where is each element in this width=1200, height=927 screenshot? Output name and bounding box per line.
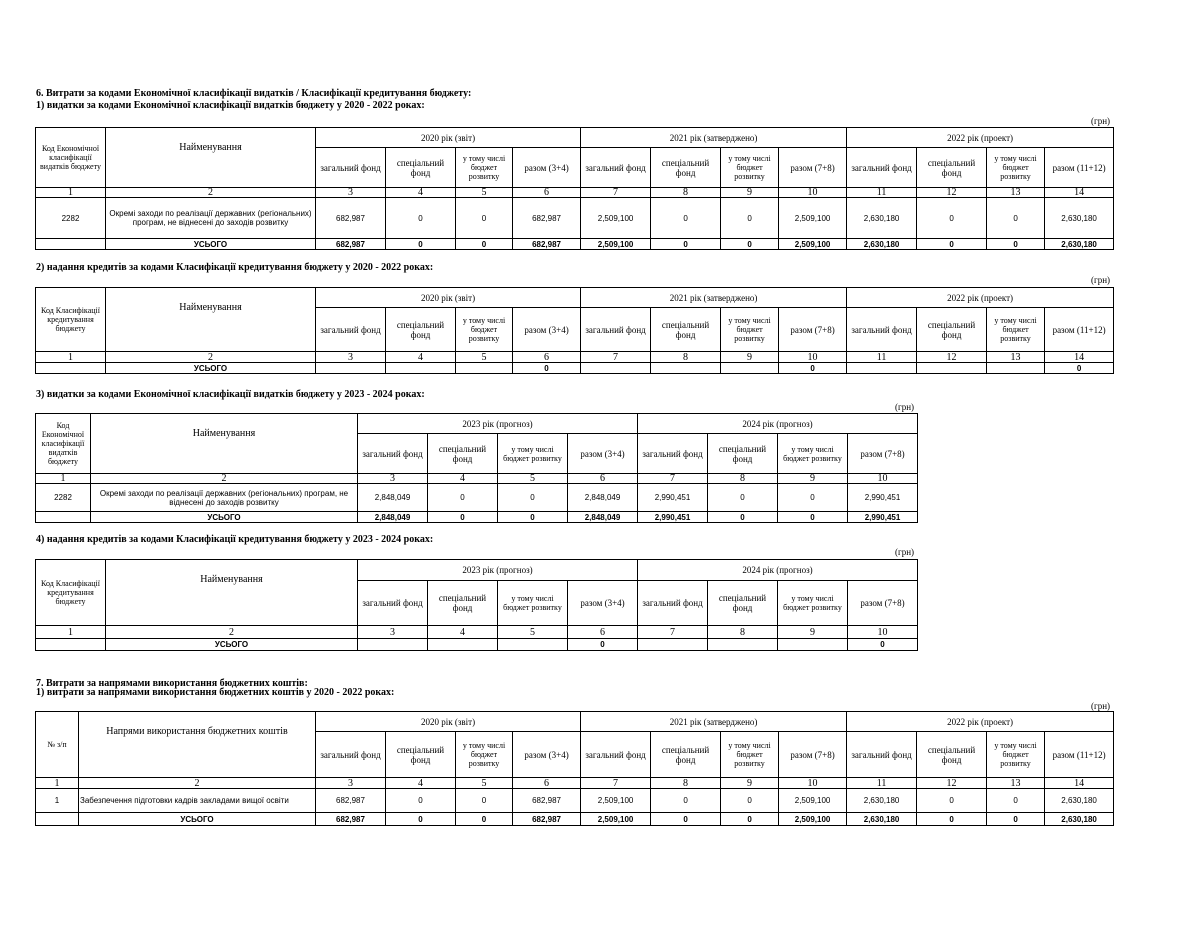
section-6-title: 6. Витрати за кодами Економічної класифікації видатків / Класифікації кредитування бюджету: <box>36 88 472 99</box>
value-cell: 682,987 <box>316 198 386 239</box>
total-value: 2,848,049 <box>358 512 428 523</box>
column-number-row <box>36 188 1114 198</box>
column-number: 6 <box>513 352 581 363</box>
value-cell: 0 <box>917 198 987 239</box>
column-number: 7 <box>638 474 708 484</box>
column-number: 14 <box>1045 778 1114 789</box>
table-title: 2) надання кредитів за кодами Класифікації кредитування бюджету у 2020 - 2022 роках: <box>36 262 434 273</box>
year-group-header: 2022 рік (проект) <box>847 288 1114 308</box>
column-number: 5 <box>456 188 513 198</box>
total-value: 682,987 <box>316 239 386 250</box>
code-cell: 1 <box>36 789 79 813</box>
column-number: 13 <box>987 778 1045 789</box>
value-cell: 2,848,049 <box>568 484 638 512</box>
total-value: 682,987 <box>513 813 581 826</box>
column-number: 7 <box>581 352 651 363</box>
column-header: разом (3+4) <box>513 148 581 188</box>
currency-unit: (грн) <box>895 402 915 412</box>
column-number: 2 <box>106 352 316 363</box>
value-cell: 2,990,451 <box>638 484 708 512</box>
column-header: разом (11+12) <box>1045 732 1114 778</box>
column-header: у тому числі бюджет розвитку <box>456 148 513 188</box>
table-row <box>36 789 1114 813</box>
total-row <box>36 813 1114 826</box>
column-header: загальний фонд <box>581 732 651 778</box>
column-number: 5 <box>456 352 513 363</box>
total-value: 2,509,100 <box>779 239 847 250</box>
column-header: загальний фонд <box>316 308 386 352</box>
total-value <box>358 639 428 651</box>
budget-table <box>35 127 1114 250</box>
column-header: разом (7+8) <box>779 308 847 352</box>
budget-table <box>35 559 918 651</box>
value-cell: 0 <box>651 789 721 813</box>
value-cell: 2,990,451 <box>848 484 918 512</box>
column-header: спеціальний фонд <box>917 148 987 188</box>
table-title: 3) видатки за кодами Економічної класифікації видатків бюджету у 2023 - 2024 роках: <box>36 389 425 400</box>
currency-unit: (грн) <box>1091 701 1111 711</box>
year-group-header: 2020 рік (звіт) <box>316 712 581 732</box>
total-value: 682,987 <box>316 813 386 826</box>
column-number: 11 <box>847 188 917 198</box>
code-header: Код Економічної класифікації видатків бюджету <box>36 414 91 474</box>
column-number: 9 <box>721 352 779 363</box>
code-cell: 2282 <box>36 484 91 512</box>
value-cell: 2,848,049 <box>358 484 428 512</box>
column-header: у тому числі бюджет розвитку <box>987 148 1045 188</box>
name-cell: Забезпечення підготовки кадрів закладами вищої освіти <box>79 789 316 813</box>
column-number: 2 <box>79 778 316 789</box>
column-number: 5 <box>498 626 568 639</box>
name-header: Найменування <box>91 414 358 474</box>
column-number: 5 <box>498 474 568 484</box>
value-cell: 2,630,180 <box>847 198 917 239</box>
value-cell: 2,630,180 <box>1045 198 1114 239</box>
currency-unit: (грн) <box>1091 275 1111 285</box>
total-value: 0 <box>651 239 721 250</box>
total-value: 0 <box>513 363 581 374</box>
total-value: 0 <box>779 363 847 374</box>
total-label: УСЬОГО <box>106 363 316 374</box>
value-cell: 0 <box>456 198 513 239</box>
column-header: у тому числі бюджет розвитку <box>721 732 779 778</box>
value-cell: 2,630,180 <box>1045 789 1114 813</box>
currency-unit: (грн) <box>895 547 915 557</box>
total-label: УСЬОГО <box>106 639 358 651</box>
value-cell: 0 <box>778 484 848 512</box>
total-value: 0 <box>386 813 456 826</box>
total-label: УСЬОГО <box>79 813 316 826</box>
column-number-row <box>36 778 1114 789</box>
code-header: Код Економічної класифікації видатків бюджету <box>36 128 106 188</box>
column-header: спеціальний фонд <box>651 732 721 778</box>
column-header: загальний фонд <box>316 148 386 188</box>
code-header: № з/п <box>36 712 79 778</box>
column-number: 2 <box>106 188 316 198</box>
total-value: 0 <box>987 813 1045 826</box>
year-group-header: 2023 рік (прогноз) <box>358 560 638 581</box>
column-number: 7 <box>638 626 708 639</box>
year-group-header: 2023 рік (прогноз) <box>358 414 638 434</box>
total-value <box>36 512 91 523</box>
column-header: у тому числі бюджет розвитку <box>721 148 779 188</box>
value-cell: 0 <box>386 789 456 813</box>
column-header: разом (7+8) <box>779 148 847 188</box>
column-header: у тому числі бюджет розвитку <box>456 308 513 352</box>
column-header: загальний фонд <box>638 434 708 474</box>
column-number: 3 <box>316 778 386 789</box>
name-header: Напрями використання бюджетних коштів <box>79 712 316 778</box>
header-row <box>36 128 1114 148</box>
total-value: 0 <box>386 239 456 250</box>
column-header: разом (7+8) <box>779 732 847 778</box>
column-header: у тому числі бюджет розвитку <box>987 732 1045 778</box>
column-number: 8 <box>708 626 778 639</box>
total-value: 0 <box>848 639 918 651</box>
total-value: 2,630,180 <box>847 813 917 826</box>
total-value: 0 <box>456 813 513 826</box>
column-header: у тому числі бюджет розвитку <box>987 308 1045 352</box>
column-number: 1 <box>36 474 91 484</box>
total-value <box>638 639 708 651</box>
column-number: 14 <box>1045 188 1114 198</box>
value-cell: 0 <box>498 484 568 512</box>
column-number: 6 <box>513 188 581 198</box>
code-cell: 2282 <box>36 198 106 239</box>
column-number: 4 <box>386 352 456 363</box>
year-group-header: 2022 рік (проект) <box>847 712 1114 732</box>
header-row <box>36 712 1114 732</box>
total-value: 2,630,180 <box>1045 813 1114 826</box>
header-row <box>36 288 1114 308</box>
total-value <box>708 639 778 651</box>
total-value <box>316 363 386 374</box>
column-number: 2 <box>106 626 358 639</box>
budget-table <box>35 413 918 523</box>
column-header: загальний фонд <box>847 308 917 352</box>
column-number: 1 <box>36 352 106 363</box>
column-number: 12 <box>917 778 987 789</box>
column-header: у тому числі бюджет розвитку <box>456 732 513 778</box>
value-cell: 682,987 <box>513 789 581 813</box>
year-group-header: 2021 рік (затверджено) <box>581 128 847 148</box>
column-header: спеціальний фонд <box>917 732 987 778</box>
header-row <box>36 414 918 434</box>
column-header: загальний фонд <box>358 434 428 474</box>
total-value <box>778 639 848 651</box>
table-title: 1) витрати за напрямами використання бюджетних коштів у 2020 - 2022 роках: <box>36 687 395 698</box>
column-header: загальний фонд <box>847 732 917 778</box>
name-header: Найменування <box>106 560 358 626</box>
total-value <box>498 639 568 651</box>
column-header: спеціальний фонд <box>386 148 456 188</box>
column-number: 9 <box>721 778 779 789</box>
total-value <box>721 363 779 374</box>
column-number: 5 <box>456 778 513 789</box>
column-number: 7 <box>581 188 651 198</box>
column-number: 10 <box>848 626 918 639</box>
table-title: 1) видатки за кодами Економічної класифікації видатків бюджету у 2020 - 2022 роках: <box>36 100 425 111</box>
year-group-header: 2024 рік (прогноз) <box>638 414 918 434</box>
value-cell: 2,509,100 <box>581 789 651 813</box>
total-row <box>36 363 1114 374</box>
column-header: спеціальний фонд <box>917 308 987 352</box>
year-group-header: 2020 рік (звіт) <box>316 128 581 148</box>
total-value <box>36 639 106 651</box>
column-header: разом (3+4) <box>513 732 581 778</box>
total-row <box>36 512 918 523</box>
column-header: у тому числі бюджет розвитку <box>778 434 848 474</box>
column-number: 4 <box>386 778 456 789</box>
column-number: 13 <box>987 352 1045 363</box>
value-cell: 0 <box>721 198 779 239</box>
column-number: 1 <box>36 778 79 789</box>
total-row <box>36 639 918 651</box>
column-number: 3 <box>316 188 386 198</box>
column-header: разом (7+8) <box>848 434 918 474</box>
total-value: 0 <box>456 239 513 250</box>
total-value <box>36 813 79 826</box>
column-number: 1 <box>36 188 106 198</box>
column-header: спеціальний фонд <box>708 434 778 474</box>
value-cell: 0 <box>708 484 778 512</box>
total-value <box>987 363 1045 374</box>
column-number: 8 <box>708 474 778 484</box>
column-number: 1 <box>36 626 106 639</box>
column-header: загальний фонд <box>638 581 708 626</box>
column-number: 9 <box>778 626 848 639</box>
total-value: 0 <box>721 239 779 250</box>
year-group-header: 2020 рік (звіт) <box>316 288 581 308</box>
column-number: 9 <box>778 474 848 484</box>
column-number-row <box>36 474 918 484</box>
column-number: 10 <box>779 188 847 198</box>
name-header: Найменування <box>106 288 316 352</box>
column-header: разом (3+4) <box>513 308 581 352</box>
value-cell: 682,987 <box>316 789 386 813</box>
value-cell: 0 <box>721 789 779 813</box>
total-value: 2,509,100 <box>779 813 847 826</box>
column-number: 4 <box>428 474 498 484</box>
total-value <box>847 363 917 374</box>
column-header: у тому числі бюджет розвитку <box>721 308 779 352</box>
column-number: 13 <box>987 188 1045 198</box>
total-value <box>428 639 498 651</box>
total-value <box>36 239 106 250</box>
column-number: 3 <box>316 352 386 363</box>
header-row <box>36 560 918 581</box>
total-label: УСЬОГО <box>106 239 316 250</box>
table-title: 4) надання кредитів за кодами Класифікації кредитування бюджету у 2023 - 2024 роках: <box>36 534 434 545</box>
column-header: спеціальний фонд <box>708 581 778 626</box>
column-header: загальний фонд <box>847 148 917 188</box>
column-number: 11 <box>847 352 917 363</box>
currency-unit: (грн) <box>1091 116 1111 126</box>
column-header: у тому числі бюджет розвитку <box>498 581 568 626</box>
column-number: 4 <box>428 626 498 639</box>
total-value: 0 <box>428 512 498 523</box>
column-number: 6 <box>568 474 638 484</box>
column-number-row <box>36 352 1114 363</box>
total-value: 0 <box>568 639 638 651</box>
total-value <box>386 363 456 374</box>
column-number: 10 <box>779 778 847 789</box>
total-value: 2,990,451 <box>848 512 918 523</box>
code-header: Код Класифікації кредитування бюджету <box>36 560 106 626</box>
budget-table <box>35 711 1114 826</box>
total-value <box>581 363 651 374</box>
column-header: разом (3+4) <box>568 434 638 474</box>
year-group-header: 2022 рік (проект) <box>847 128 1114 148</box>
column-number: 8 <box>651 352 721 363</box>
value-cell: 0 <box>987 789 1045 813</box>
section-7-title: 7. Витрати за напрямами використання бюджетних коштів: <box>36 678 308 689</box>
total-value: 0 <box>1045 363 1114 374</box>
total-value: 682,987 <box>513 239 581 250</box>
column-header: загальний фонд <box>581 308 651 352</box>
budget-table <box>35 287 1114 374</box>
column-header: спеціальний фонд <box>651 308 721 352</box>
column-number: 6 <box>568 626 638 639</box>
name-cell: Окремі заходи по реалізації державних (регіональних) програм, не віднесені до заходів розвитку <box>106 198 316 239</box>
column-header: разом (11+12) <box>1045 308 1114 352</box>
name-cell: Окремі заходи по реалізації державних (регіональних) програм, не віднесені до заходів розвитку <box>91 484 358 512</box>
column-number: 10 <box>779 352 847 363</box>
code-header: Код Класифікації кредитування бюджету <box>36 288 106 352</box>
column-header: у тому числі бюджет розвитку <box>498 434 568 474</box>
column-number: 14 <box>1045 352 1114 363</box>
column-header: спеціальний фонд <box>386 732 456 778</box>
column-number: 10 <box>848 474 918 484</box>
value-cell: 0 <box>386 198 456 239</box>
column-number: 3 <box>358 474 428 484</box>
value-cell: 0 <box>917 789 987 813</box>
column-header: разом (3+4) <box>568 581 638 626</box>
column-number: 2 <box>91 474 358 484</box>
total-value: 0 <box>651 813 721 826</box>
column-header: спеціальний фонд <box>428 434 498 474</box>
column-number: 9 <box>721 188 779 198</box>
year-group-header: 2024 рік (прогноз) <box>638 560 918 581</box>
column-header: спеціальний фонд <box>428 581 498 626</box>
column-header: загальний фонд <box>316 732 386 778</box>
total-value: 0 <box>778 512 848 523</box>
column-header: у тому числі бюджет розвитку <box>778 581 848 626</box>
value-cell: 2,509,100 <box>581 198 651 239</box>
total-value: 2,509,100 <box>581 813 651 826</box>
total-value <box>651 363 721 374</box>
total-row <box>36 239 1114 250</box>
table-row <box>36 198 1114 239</box>
column-number: 4 <box>386 188 456 198</box>
column-number: 8 <box>651 188 721 198</box>
column-number-row <box>36 626 918 639</box>
name-header: Найменування <box>106 128 316 188</box>
year-group-header: 2021 рік (затверджено) <box>581 712 847 732</box>
column-number: 11 <box>847 778 917 789</box>
column-header: спеціальний фонд <box>386 308 456 352</box>
total-value: 2,990,451 <box>638 512 708 523</box>
value-cell: 2,630,180 <box>847 789 917 813</box>
column-header: разом (7+8) <box>848 581 918 626</box>
total-value <box>456 363 513 374</box>
table-row <box>36 484 918 512</box>
total-value: 0 <box>721 813 779 826</box>
column-header: разом (11+12) <box>1045 148 1114 188</box>
total-value <box>36 363 106 374</box>
total-value: 0 <box>917 239 987 250</box>
column-number: 6 <box>513 778 581 789</box>
total-value: 0 <box>917 813 987 826</box>
column-number: 12 <box>917 188 987 198</box>
total-value: 2,848,049 <box>568 512 638 523</box>
column-number: 7 <box>581 778 651 789</box>
total-value: 0 <box>987 239 1045 250</box>
total-value: 2,630,180 <box>1045 239 1114 250</box>
total-value: 0 <box>498 512 568 523</box>
value-cell: 0 <box>428 484 498 512</box>
column-number: 12 <box>917 352 987 363</box>
total-value: 2,509,100 <box>581 239 651 250</box>
total-value <box>917 363 987 374</box>
total-value: 2,630,180 <box>847 239 917 250</box>
column-header: загальний фонд <box>358 581 428 626</box>
year-group-header: 2021 рік (затверджено) <box>581 288 847 308</box>
value-cell: 0 <box>987 198 1045 239</box>
value-cell: 2,509,100 <box>779 789 847 813</box>
column-header: спеціальний фонд <box>651 148 721 188</box>
column-number: 8 <box>651 778 721 789</box>
total-value: 0 <box>708 512 778 523</box>
value-cell: 2,509,100 <box>779 198 847 239</box>
column-header: загальний фонд <box>581 148 651 188</box>
column-number: 3 <box>358 626 428 639</box>
value-cell: 682,987 <box>513 198 581 239</box>
value-cell: 0 <box>456 789 513 813</box>
total-label: УСЬОГО <box>91 512 358 523</box>
value-cell: 0 <box>651 198 721 239</box>
